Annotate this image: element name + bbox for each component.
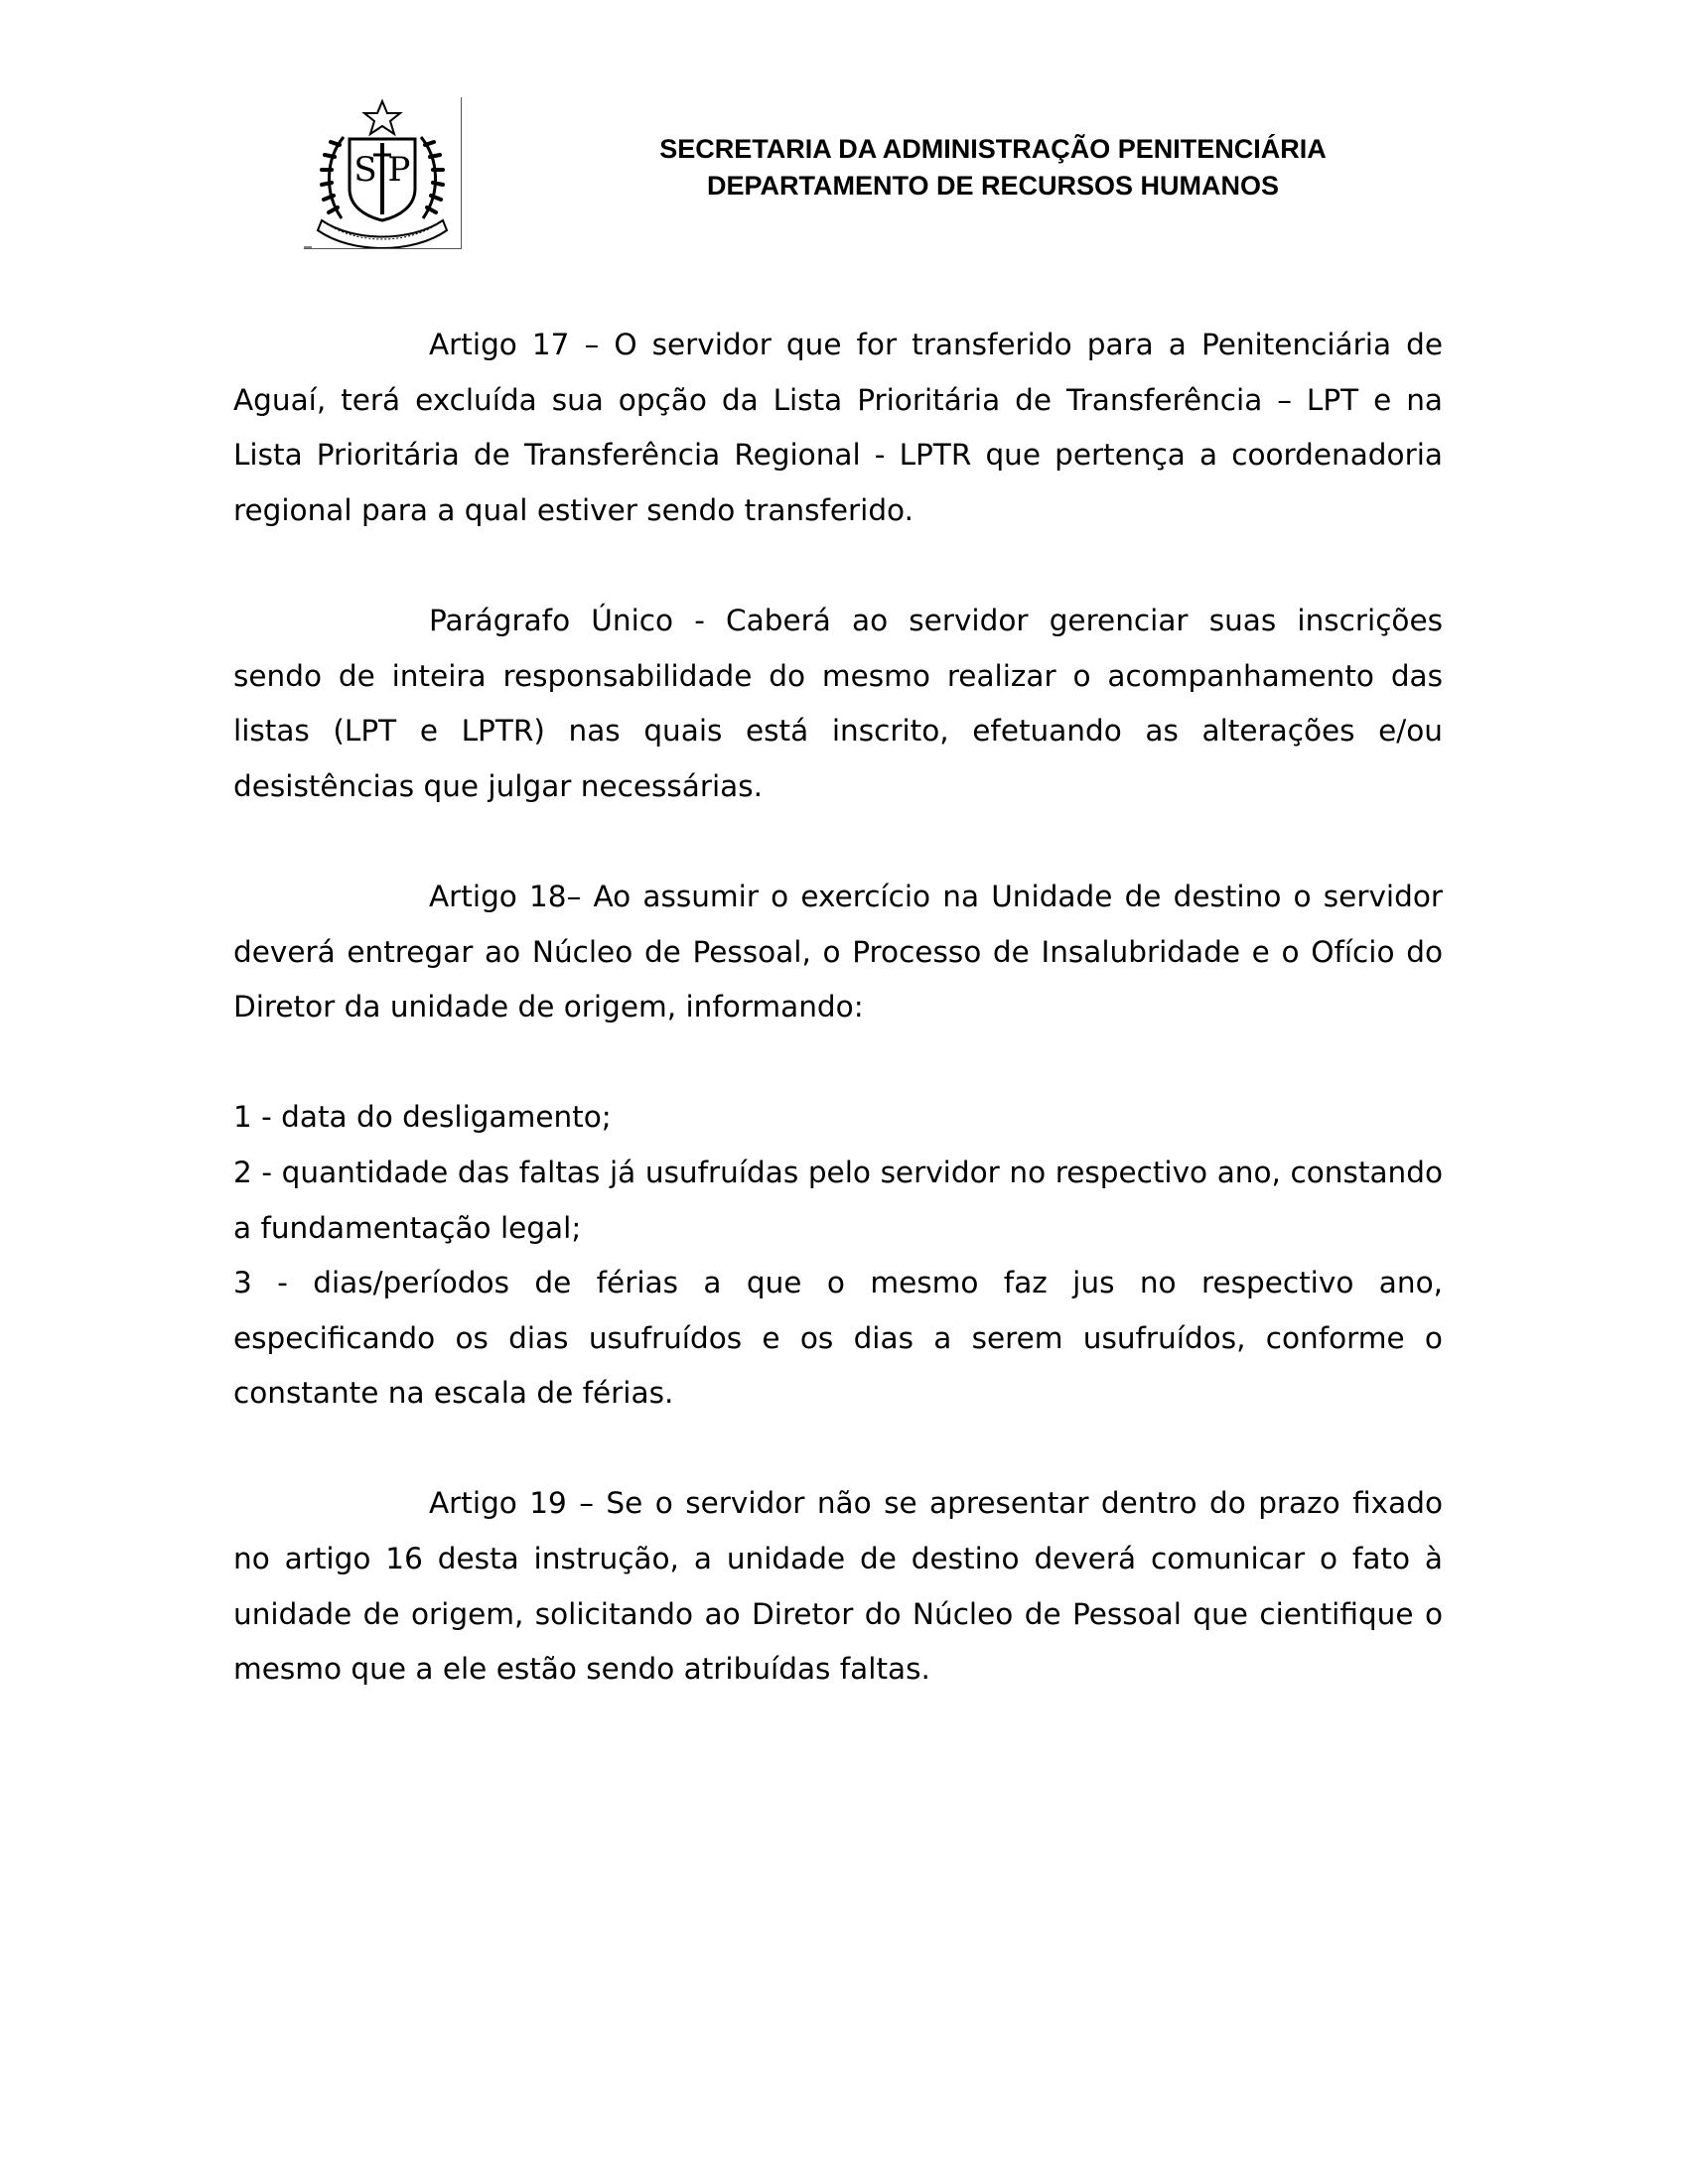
list-item: 2 - quantidade das faltas já usufruídas pelo servidor no respectivo ano, constando a fundamentação legal; [233,1155,1443,1245]
coat-of-arms-icon [304,97,461,248]
header-line-departamento: DEPARTAMENTO DE RECURSOS HUMANOS [706,171,1280,201]
list-item: 3 - dias/períodos de férias a que o mesmo faz jus no respectivo ano, especificando os dias usufruídos e os dias a serem usufruídos, conforme o constante na escala de férias. [233,1266,1443,1411]
page-header [536,131,1450,205]
logo-letter-p: P [387,150,411,190]
header-line-secretaria: SECRETARIA DA ADMINISTRAÇÃO PENITENCIÁRIA [659,134,1327,164]
article-17: Artigo 17 – O servidor que for transferido para a Penitenciária de Aguaí, terá excluída sua opção da Lista Prioritária de Transferência – LPT e na Lista Prioritária de Transferência Regional - LPTR que pertença a coordenadoria regional para a qual estiver sendo transferido. [233,328,1443,527]
article-19: Artigo 19 – Se o servidor não se apresentar dentro do prazo fixado no artigo 16 desta instrução, a unidade de destino deverá comunicar o fato à unidade de origem, solicitando ao Diretor do Núcleo de Pessoal que cientifique o mesmo que a ele estão sendo atribuídas faltas. [233,1486,1443,1687]
document-body [233,318,1443,1698]
article-18-list [233,1090,1443,1422]
logo-frame [304,97,462,249]
logo-letter-s: S [353,150,377,190]
article-18: Artigo 18– Ao assumir o exercício na Unidade de destino o servidor deverá entregar ao Núcleo de Pessoal, o Processo de Insalubridade e o Ofício do Diretor da unidade de origem, informando: [233,879,1443,1024]
list-item: 1 - data do desligamento; [233,1100,612,1135]
article-17-sole-paragraph: Parágrafo Único - Caberá ao servidor gerenciar suas inscrições sendo de inteira responsabilidade do mesmo realizar o acompanhamento das listas (LPT e LPTR) nas quais está inscrito, efetuando as alterações e/ou desistências que julgar necessárias. [233,603,1443,803]
